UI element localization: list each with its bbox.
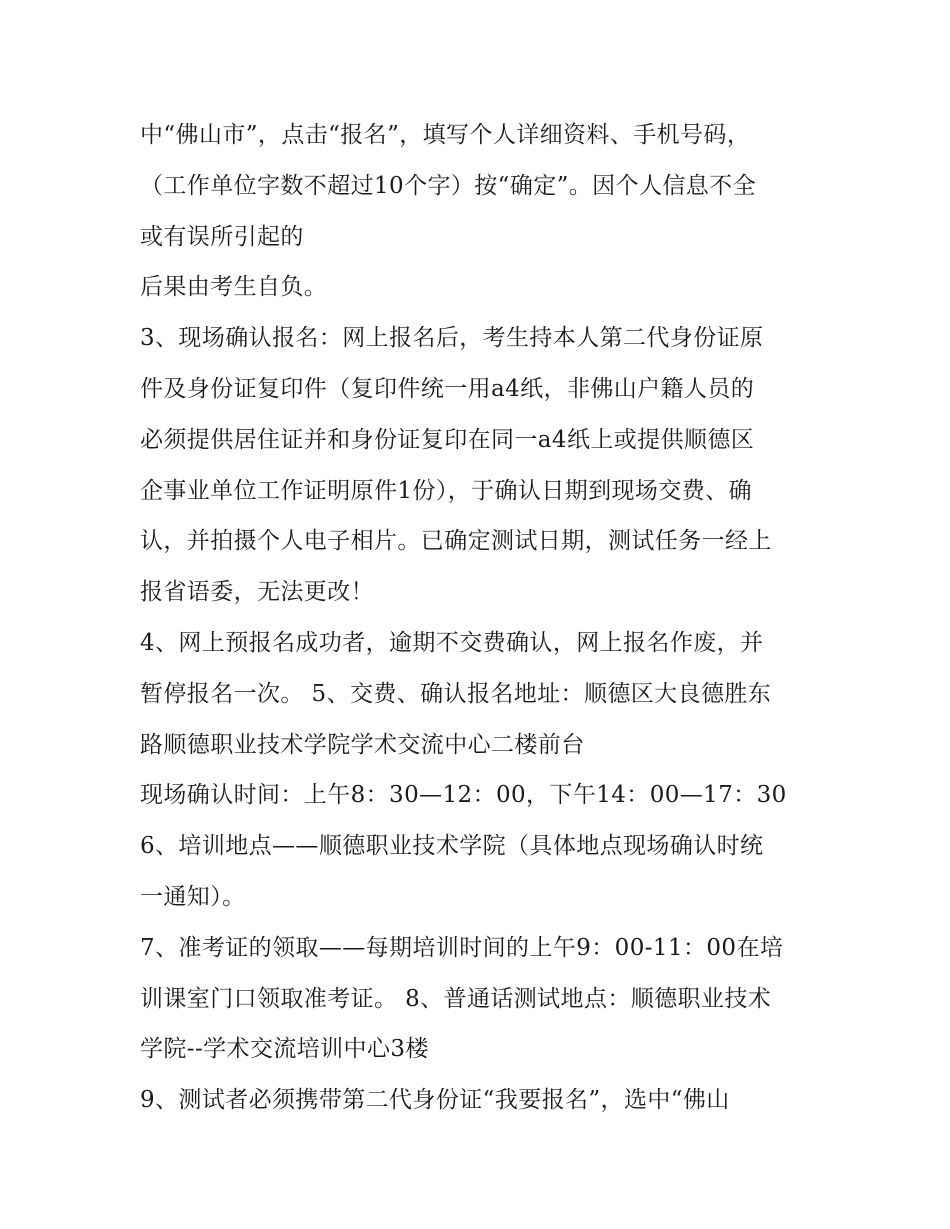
text-line: 企事业单位工作证明原件1份），于确认日期到现场交费、确 xyxy=(140,477,752,504)
text-line: 或有误所引起的 xyxy=(140,223,304,250)
text-line: 现场确认时间：上午8：30—12：00，下午14：00—17：30 xyxy=(140,782,787,809)
text-line: 认，并拍摄个人电子相片。已确定测试日期，测试任务一经上 xyxy=(140,528,772,555)
text-line: 必须提供居住证并和身份证复印在同一a4纸上或提供顺德区 xyxy=(140,426,755,453)
text-line: 暂停报名一次。 5、交费、确认报名地址：顺德区大良德胜东 xyxy=(140,680,772,707)
text-line: 3、现场确认报名：网上报名后，考生持本人第二代身份证原 xyxy=(140,325,764,352)
text-line: 一通知）。 xyxy=(140,883,246,910)
text-line: 9、测试者必须携带第二代身份证“我要报名”，选中“佛山 xyxy=(140,1087,730,1114)
text-line: 7、准考证的领取——每期培训时间的上午9：00-11：00在培 xyxy=(140,934,784,961)
text-line: 件及身份证复印件（复印件统一用a4纸，非佛山户籍人员的 xyxy=(140,375,755,402)
text-line: 4、网上预报名成功者，逾期不交费确认，网上报名作废，并 xyxy=(140,629,764,656)
text-line: 训课室门口领取准考证。 8、普通话测试地点：顺德职业技术 xyxy=(140,985,772,1012)
document-body xyxy=(140,110,830,1126)
text-line: 后果由考生自负。 xyxy=(140,274,328,301)
text-line: 中“佛山市”，点击“报名”，填写个人详细资料、手机号码， xyxy=(140,122,751,148)
text-line: 路顺德职业技术学院学术交流中心二楼前台 xyxy=(140,731,585,758)
text-line: 学院--学术交流培训中心3楼 xyxy=(140,1036,429,1063)
text-line: 6、培训地点——顺德职业技术学院（具体地点现场确认时统 xyxy=(140,833,764,860)
text-line: 报省语委，无法更改！ xyxy=(140,579,374,606)
text-line: （工作单位字数不超过10个字）按“确定”。因个人信息不全 xyxy=(140,172,756,199)
